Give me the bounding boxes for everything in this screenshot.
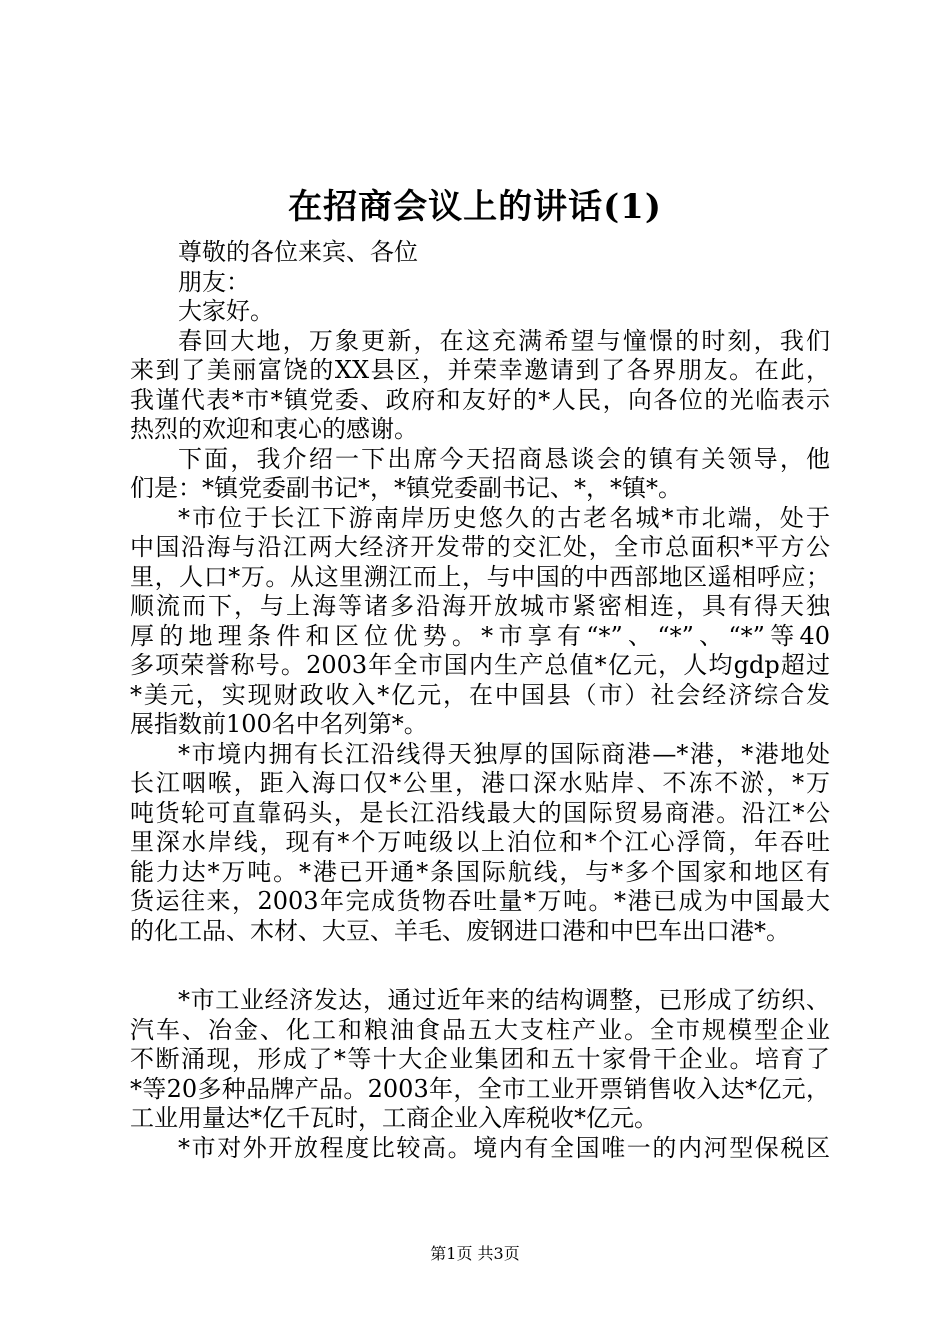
text-line: 能力达*万吨。*港已开通*条国际航线，与*多个国家和地区有 [130, 857, 830, 886]
text-line: 我谨代表*市*镇党委、政府和友好的*人民，向各位的光临表示 [130, 385, 830, 414]
text-line: 下面，我介绍一下出席今天招商恳谈会的镇有关领导，他 [178, 444, 830, 473]
text-line: 货运往来，2003年完成货物吞吐量*万吨。*港已成为中国最大 [130, 887, 830, 915]
text-line: 大家好。 [178, 297, 274, 325]
text-line: 不断涌现，形成了*等十大企业集团和五十家骨干企业。培育了 [130, 1045, 830, 1073]
text-line: *等20多种品牌产品。2003年，全市工业开票销售收入达*亿元， [130, 1074, 830, 1103]
text-line: *美元，实现财政收入*亿元，在中国县（市）社会经济综合发 [130, 680, 830, 709]
text-line: 展指数前100名中名列第*。 [130, 710, 428, 738]
text-line: 长江咽喉，距入海口仅*公里，港口深水贴岸、不冻不淤，*万 [130, 769, 830, 797]
document-title: 在招商会议上的讲话(1) [288, 187, 662, 227]
text-line: 工业用量达*亿千瓦时，工商企业入库税收*亿元。 [130, 1104, 658, 1132]
document-body [130, 238, 830, 1163]
page-footer: 第1页 共3页 [430, 1244, 520, 1263]
text-line: 里深水岸线，现有*个万吨级以上泊位和*个江心浮筒，年吞吐 [130, 828, 830, 856]
text-line: 厚的地理条件和区位优势。*市享有“*”、“*”、“*”等40 [130, 621, 830, 650]
text-line: 顺流而下，与上海等诸多沿海开放城市紧密相连，具有得天独 [130, 592, 830, 620]
text-line: *市位于长江下游南岸历史悠久的古老名城*市北端，处于 [178, 503, 830, 532]
text-line: 吨货轮可直靠码头，是长江沿线最大的国际贸易商港。沿江*公 [130, 798, 830, 827]
text-line: 里，人口*万。从这里溯江而上，与中国的中西部地区遥相呼应； [130, 562, 830, 591]
text-line: *市工业经济发达，通过近年来的结构调整，已形成了纺织、 [178, 986, 830, 1014]
text-line: 汽车、冶金、化工和粮油食品五大支柱产业。全市规模型企业 [130, 1015, 830, 1044]
text-line: 尊敬的各位来宾、各位 [178, 238, 418, 266]
text-line: 朋友： [178, 267, 250, 296]
text-line: 热烈的欢迎和衷心的感谢。 [130, 415, 418, 443]
text-line: 多项荣誉称号。2003年全市国内生产总值*亿元，人均gdp超过 [130, 651, 830, 679]
text-line: 的化工品、木材、大豆、羊毛、废钢进口港和中巴车出口港*。 [130, 916, 790, 945]
paragraph-gap [130, 946, 830, 986]
text-line: 春回大地，万象更新，在这充满希望与憧憬的时刻，我们 [178, 326, 830, 355]
text-line: *市对外开放程度比较高。境内有全国唯一的内河型保税区 [178, 1133, 830, 1162]
text-line: 中国沿海与沿江两大经济开发带的交汇处，全市总面积*平方公 [130, 533, 830, 561]
text-line: 来到了美丽富饶的XX县区，并荣幸邀请到了各界朋友。在此， [130, 356, 830, 384]
text-line: 们是：*镇党委副书记*，*镇党委副书记、*，*镇*。 [130, 474, 682, 502]
text-line: *市境内拥有长江沿线得天独厚的国际商港—*港，*港地处 [178, 739, 830, 768]
